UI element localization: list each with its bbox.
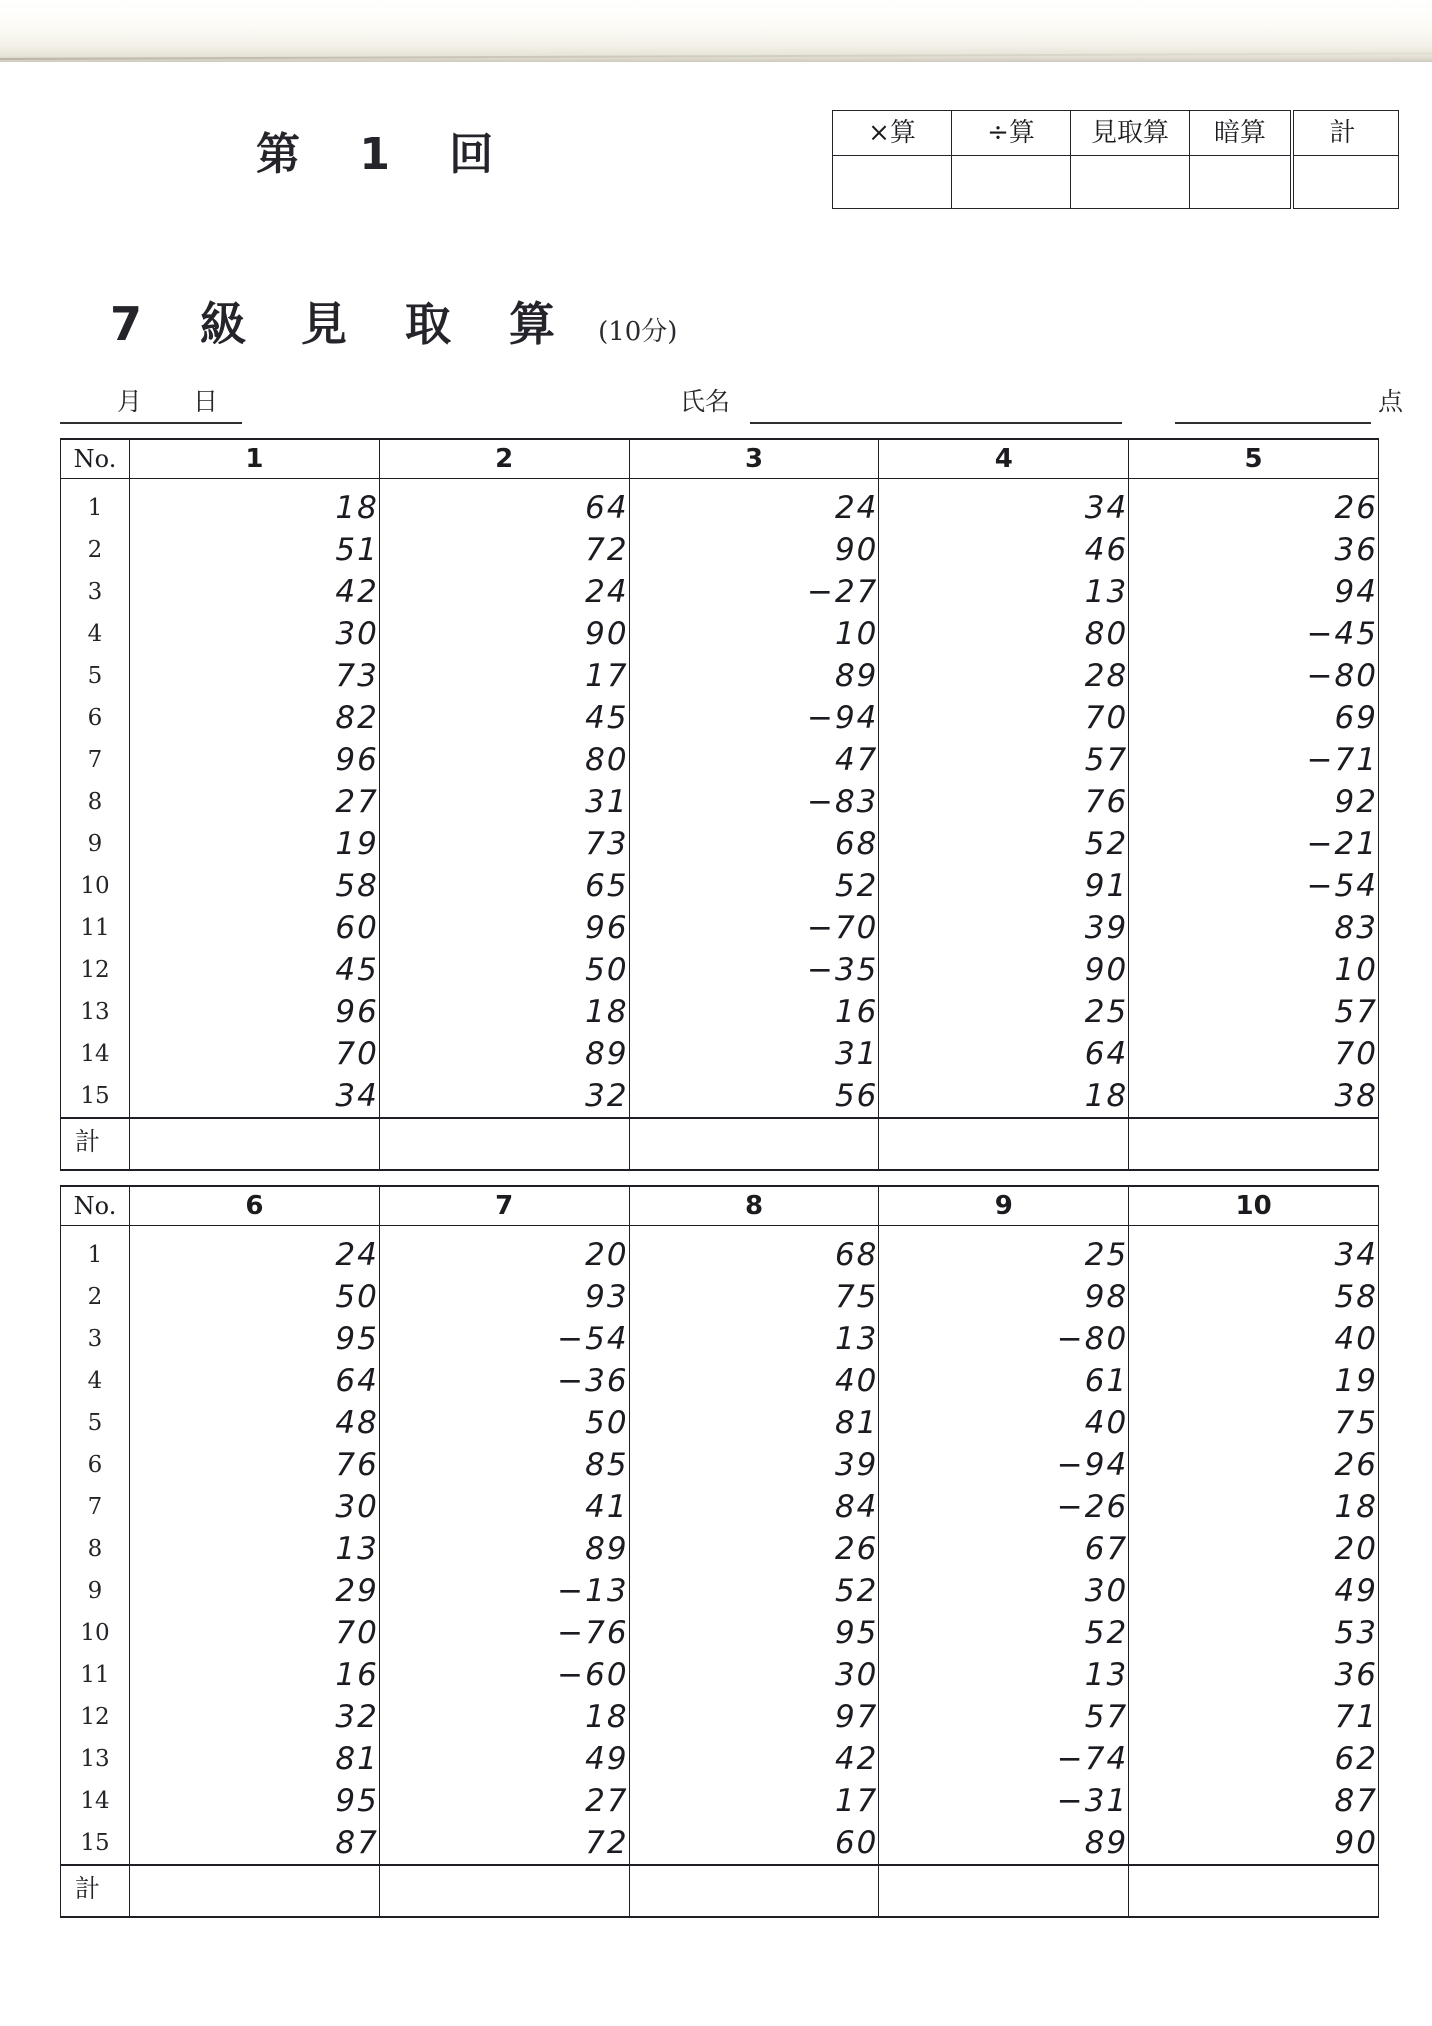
problem-value: 58 bbox=[1129, 1276, 1379, 1318]
score-header-multiplication: ×算 bbox=[833, 111, 952, 156]
problem-value: 60 bbox=[629, 1822, 879, 1865]
problem-value: 52 bbox=[629, 1570, 879, 1612]
problem-value: 52 bbox=[879, 823, 1129, 865]
problem-value: 36 bbox=[1129, 529, 1379, 571]
score-header-addition: 見取算 bbox=[1071, 111, 1190, 156]
table-row bbox=[61, 1696, 1379, 1738]
problem-value: 17 bbox=[629, 1780, 879, 1822]
problem-value: 30 bbox=[629, 1654, 879, 1696]
sum-answer-cell-9[interactable] bbox=[879, 1865, 1129, 1917]
table-row bbox=[61, 823, 1379, 865]
problem-value: −45 bbox=[1129, 613, 1379, 655]
problem-value: 96 bbox=[130, 991, 380, 1033]
problem-value: 62 bbox=[1129, 1738, 1379, 1780]
problem-value: 97 bbox=[629, 1696, 879, 1738]
problem-value: 52 bbox=[879, 1612, 1129, 1654]
score-value-addition[interactable] bbox=[1071, 156, 1190, 209]
row-number: 6 bbox=[61, 697, 130, 739]
problem-value: 50 bbox=[379, 1402, 629, 1444]
table-row bbox=[61, 529, 1379, 571]
problem-value: 26 bbox=[1129, 479, 1379, 530]
grid-header-column-1: 1 bbox=[130, 439, 380, 479]
problem-value: 26 bbox=[629, 1528, 879, 1570]
day-label: 日 bbox=[193, 387, 219, 416]
problem-value: 53 bbox=[1129, 1612, 1379, 1654]
problem-value: 10 bbox=[629, 613, 879, 655]
problem-value: 36 bbox=[1129, 1654, 1379, 1696]
grid-header-column-8: 8 bbox=[629, 1186, 879, 1226]
problem-value: −94 bbox=[879, 1444, 1129, 1486]
problem-value: 10 bbox=[1129, 949, 1379, 991]
problem-value: −74 bbox=[879, 1738, 1129, 1780]
problem-value: 76 bbox=[879, 781, 1129, 823]
problem-value: 65 bbox=[379, 865, 629, 907]
problem-value: 27 bbox=[379, 1780, 629, 1822]
problem-value: 83 bbox=[1129, 907, 1379, 949]
problem-value: 95 bbox=[130, 1318, 380, 1360]
table-row bbox=[61, 479, 1379, 530]
problem-value: −13 bbox=[379, 1570, 629, 1612]
row-number: 7 bbox=[61, 1486, 130, 1528]
problem-value: 70 bbox=[130, 1033, 380, 1075]
grid-header-column-10: 10 bbox=[1129, 1186, 1379, 1226]
problem-value: −31 bbox=[879, 1780, 1129, 1822]
row-number: 12 bbox=[61, 1696, 130, 1738]
problem-value: 87 bbox=[130, 1822, 380, 1865]
sum-answer-cell-7[interactable] bbox=[379, 1865, 629, 1917]
problem-value: 51 bbox=[130, 529, 380, 571]
problem-value: 50 bbox=[379, 949, 629, 991]
row-number: 9 bbox=[61, 1570, 130, 1612]
problem-value: 18 bbox=[1129, 1486, 1379, 1528]
grid-header-column-4: 4 bbox=[879, 439, 1129, 479]
grid-header-row bbox=[61, 439, 1379, 479]
problem-value: 13 bbox=[879, 571, 1129, 613]
problem-value: 73 bbox=[130, 655, 380, 697]
student-info-row bbox=[60, 378, 1404, 424]
problem-value: 50 bbox=[130, 1276, 380, 1318]
table-row bbox=[61, 1075, 1379, 1118]
table-row bbox=[61, 571, 1379, 613]
score-value-mental[interactable] bbox=[1190, 156, 1293, 209]
problem-value: 40 bbox=[879, 1402, 1129, 1444]
problem-value: 17 bbox=[379, 655, 629, 697]
problem-value: 25 bbox=[879, 1226, 1129, 1277]
problem-value: 64 bbox=[879, 1033, 1129, 1075]
problem-value: 39 bbox=[879, 907, 1129, 949]
problem-value: 90 bbox=[879, 949, 1129, 991]
problem-value: 13 bbox=[130, 1528, 380, 1570]
problem-value: 60 bbox=[130, 907, 380, 949]
table-row bbox=[61, 907, 1379, 949]
sum-row bbox=[61, 1865, 1379, 1917]
problem-value: 91 bbox=[879, 865, 1129, 907]
row-number: 12 bbox=[61, 949, 130, 991]
score-table-value-row bbox=[833, 156, 1399, 209]
table-row bbox=[61, 1780, 1379, 1822]
sum-answer-cell-2[interactable] bbox=[379, 1118, 629, 1170]
row-number: 3 bbox=[61, 571, 130, 613]
month-label: 月 bbox=[117, 387, 143, 416]
problem-value: 34 bbox=[130, 1075, 380, 1118]
problem-value: 18 bbox=[379, 1696, 629, 1738]
problem-value: 48 bbox=[130, 1402, 380, 1444]
problem-value: 18 bbox=[130, 479, 380, 530]
sum-answer-cell-3[interactable] bbox=[629, 1118, 879, 1170]
sum-label: 計 bbox=[61, 1118, 130, 1170]
points-input[interactable] bbox=[1175, 380, 1371, 424]
grid-header-no: No. bbox=[61, 1186, 130, 1226]
table-row bbox=[61, 865, 1379, 907]
problem-value: 29 bbox=[130, 1570, 380, 1612]
problem-value: 87 bbox=[1129, 1780, 1379, 1822]
row-number: 7 bbox=[61, 739, 130, 781]
problem-value: 31 bbox=[629, 1033, 879, 1075]
problem-value: 49 bbox=[379, 1738, 629, 1780]
row-number: 1 bbox=[61, 1226, 130, 1277]
problem-value: −54 bbox=[1129, 865, 1379, 907]
problem-value: 96 bbox=[130, 739, 380, 781]
table-row bbox=[61, 1402, 1379, 1444]
problem-value: 72 bbox=[379, 529, 629, 571]
problem-value: 71 bbox=[1129, 1696, 1379, 1738]
problem-value: 42 bbox=[629, 1738, 879, 1780]
table-row bbox=[61, 1654, 1379, 1696]
row-number: 5 bbox=[61, 655, 130, 697]
table-row bbox=[61, 991, 1379, 1033]
problem-value: 47 bbox=[629, 739, 879, 781]
problem-value: 25 bbox=[879, 991, 1129, 1033]
problem-value: 19 bbox=[1129, 1360, 1379, 1402]
problem-value: 52 bbox=[629, 865, 879, 907]
problem-value: 70 bbox=[1129, 1033, 1379, 1075]
row-number: 6 bbox=[61, 1444, 130, 1486]
problem-value: 90 bbox=[379, 613, 629, 655]
problem-value: 20 bbox=[1129, 1528, 1379, 1570]
table-row bbox=[61, 1570, 1379, 1612]
problem-value: −70 bbox=[629, 907, 879, 949]
problem-value: 89 bbox=[379, 1033, 629, 1075]
row-number: 13 bbox=[61, 1738, 130, 1780]
row-number: 3 bbox=[61, 1318, 130, 1360]
problem-value: 95 bbox=[629, 1612, 879, 1654]
sum-answer-cell-10[interactable] bbox=[1129, 1865, 1379, 1917]
table-row bbox=[61, 949, 1379, 991]
grid-header-row bbox=[61, 1186, 1379, 1226]
table-row bbox=[61, 1822, 1379, 1865]
problem-value: 64 bbox=[130, 1360, 380, 1402]
score-table-header-row bbox=[833, 111, 1399, 156]
problem-value: −71 bbox=[1129, 739, 1379, 781]
problem-value: 16 bbox=[629, 991, 879, 1033]
problem-value: 92 bbox=[1129, 781, 1379, 823]
row-number: 11 bbox=[61, 1654, 130, 1696]
problem-value: 57 bbox=[1129, 991, 1379, 1033]
name-label: 氏名 bbox=[680, 387, 731, 416]
problem-value: 80 bbox=[879, 613, 1129, 655]
problem-value: 38 bbox=[1129, 1075, 1379, 1118]
table-row bbox=[61, 1486, 1379, 1528]
row-number: 9 bbox=[61, 823, 130, 865]
problem-value: 81 bbox=[629, 1402, 879, 1444]
problem-value: −54 bbox=[379, 1318, 629, 1360]
problem-value: −83 bbox=[629, 781, 879, 823]
problem-value: 73 bbox=[379, 823, 629, 865]
table-row bbox=[61, 1528, 1379, 1570]
problem-value: 40 bbox=[1129, 1318, 1379, 1360]
grid-header-no: No. bbox=[61, 439, 130, 479]
problem-value: 57 bbox=[879, 739, 1129, 781]
problem-value: 75 bbox=[1129, 1402, 1379, 1444]
name-input[interactable] bbox=[750, 380, 1122, 424]
score-header-total: 計 bbox=[1292, 111, 1399, 156]
problem-value: 40 bbox=[629, 1360, 879, 1402]
sum-row bbox=[61, 1118, 1379, 1170]
problem-value: 27 bbox=[130, 781, 380, 823]
grid-header-column-9: 9 bbox=[879, 1186, 1129, 1226]
problem-value: 81 bbox=[130, 1738, 380, 1780]
sum-label: 計 bbox=[61, 1865, 130, 1917]
problem-value: 41 bbox=[379, 1486, 629, 1528]
sum-answer-cell-5[interactable] bbox=[1129, 1118, 1379, 1170]
row-number: 8 bbox=[61, 781, 130, 823]
grade-heading bbox=[110, 288, 677, 354]
score-value-division[interactable] bbox=[952, 156, 1071, 209]
table-row bbox=[61, 613, 1379, 655]
problem-value: 82 bbox=[130, 697, 380, 739]
problem-value: 13 bbox=[879, 1654, 1129, 1696]
problem-grid-2 bbox=[60, 1185, 1379, 1918]
grid-header-column-6: 6 bbox=[130, 1186, 380, 1226]
problem-value: −60 bbox=[379, 1654, 629, 1696]
row-number: 2 bbox=[61, 529, 130, 571]
row-number: 15 bbox=[61, 1822, 130, 1865]
grade-level: 7 級 bbox=[110, 297, 268, 351]
table-row bbox=[61, 1318, 1379, 1360]
problem-value: 13 bbox=[629, 1318, 879, 1360]
problem-value: 93 bbox=[379, 1276, 629, 1318]
problem-value: 30 bbox=[879, 1570, 1129, 1612]
table-row bbox=[61, 697, 1379, 739]
problem-value: 58 bbox=[130, 865, 380, 907]
exercise-type: 見 取 算 bbox=[301, 297, 577, 351]
problem-value: 34 bbox=[1129, 1226, 1379, 1277]
problem-value: 32 bbox=[130, 1696, 380, 1738]
row-number: 14 bbox=[61, 1033, 130, 1075]
table-row bbox=[61, 1276, 1379, 1318]
table-row bbox=[61, 1444, 1379, 1486]
sum-answer-cell-1[interactable] bbox=[130, 1118, 380, 1170]
problem-value: 57 bbox=[879, 1696, 1129, 1738]
problem-value: −80 bbox=[879, 1318, 1129, 1360]
problem-value: −21 bbox=[1129, 823, 1379, 865]
grid-header-column-3: 3 bbox=[629, 439, 879, 479]
problem-value: 61 bbox=[879, 1360, 1129, 1402]
row-number: 11 bbox=[61, 907, 130, 949]
problem-value: 26 bbox=[1129, 1444, 1379, 1486]
problem-value: 18 bbox=[379, 991, 629, 1033]
problem-value: 24 bbox=[379, 571, 629, 613]
problem-value: 76 bbox=[130, 1444, 380, 1486]
problem-value: 28 bbox=[879, 655, 1129, 697]
table-row bbox=[61, 739, 1379, 781]
grid-header-column-2: 2 bbox=[379, 439, 629, 479]
problem-value: 95 bbox=[130, 1780, 380, 1822]
problem-value: 56 bbox=[629, 1075, 879, 1118]
problem-value: 24 bbox=[130, 1226, 380, 1277]
problem-value: −35 bbox=[629, 949, 879, 991]
problem-value: 32 bbox=[379, 1075, 629, 1118]
problem-value: 31 bbox=[379, 781, 629, 823]
problem-value: −36 bbox=[379, 1360, 629, 1402]
problem-value: 70 bbox=[879, 697, 1129, 739]
problem-value: 24 bbox=[629, 479, 879, 530]
problem-value: 90 bbox=[1129, 1822, 1379, 1865]
table-row bbox=[61, 1360, 1379, 1402]
row-number: 10 bbox=[61, 1612, 130, 1654]
problem-value: −26 bbox=[879, 1486, 1129, 1528]
problem-value: 42 bbox=[130, 571, 380, 613]
problem-value: 69 bbox=[1129, 697, 1379, 739]
problem-value: 94 bbox=[1129, 571, 1379, 613]
problem-value: 16 bbox=[130, 1654, 380, 1696]
score-header-division: ÷算 bbox=[952, 111, 1071, 156]
problem-value: 30 bbox=[130, 613, 380, 655]
sum-answer-cell-8[interactable] bbox=[629, 1865, 879, 1917]
problem-value: 70 bbox=[130, 1612, 380, 1654]
problem-value: 89 bbox=[879, 1822, 1129, 1865]
problem-value: 30 bbox=[130, 1486, 380, 1528]
problem-value: 49 bbox=[1129, 1570, 1379, 1612]
problem-value: 85 bbox=[379, 1444, 629, 1486]
grid-header-column-7: 7 bbox=[379, 1186, 629, 1226]
problem-value: 72 bbox=[379, 1822, 629, 1865]
row-number: 1 bbox=[61, 479, 130, 530]
grid-header-column-5: 5 bbox=[1129, 439, 1379, 479]
row-number: 14 bbox=[61, 1780, 130, 1822]
problem-value: 89 bbox=[629, 655, 879, 697]
table-row bbox=[61, 1033, 1379, 1075]
table-row bbox=[61, 1738, 1379, 1780]
score-summary-table bbox=[832, 110, 1399, 209]
row-number: 2 bbox=[61, 1276, 130, 1318]
problem-value: 45 bbox=[130, 949, 380, 991]
table-row bbox=[61, 1612, 1379, 1654]
problem-value: 34 bbox=[879, 479, 1129, 530]
round-title: 第 1 回 bbox=[256, 129, 516, 180]
problem-value: −27 bbox=[629, 571, 879, 613]
problem-value: 84 bbox=[629, 1486, 879, 1528]
sum-answer-cell-4[interactable] bbox=[879, 1118, 1129, 1170]
row-number: 10 bbox=[61, 865, 130, 907]
problem-value: 80 bbox=[379, 739, 629, 781]
table-row bbox=[61, 1226, 1379, 1277]
problem-value: 68 bbox=[629, 1226, 879, 1277]
problem-value: 90 bbox=[629, 529, 879, 571]
problem-value: 46 bbox=[879, 529, 1129, 571]
time-limit: (10分) bbox=[598, 317, 678, 347]
row-number: 5 bbox=[61, 1402, 130, 1444]
row-number: 4 bbox=[61, 613, 130, 655]
score-value-total[interactable] bbox=[1292, 156, 1399, 209]
problem-value: 96 bbox=[379, 907, 629, 949]
problem-value: 64 bbox=[379, 479, 629, 530]
score-value-multiplication[interactable] bbox=[833, 156, 952, 209]
row-number: 4 bbox=[61, 1360, 130, 1402]
row-number: 13 bbox=[61, 991, 130, 1033]
row-number: 15 bbox=[61, 1075, 130, 1118]
problem-value: 68 bbox=[629, 823, 879, 865]
points-label: 点 bbox=[1378, 387, 1404, 416]
problem-value: 39 bbox=[629, 1444, 879, 1486]
problem-grid-1 bbox=[60, 438, 1379, 1171]
problem-value: 18 bbox=[879, 1075, 1129, 1118]
problem-value: 75 bbox=[629, 1276, 879, 1318]
table-row bbox=[61, 655, 1379, 697]
problem-value: −80 bbox=[1129, 655, 1379, 697]
table-row bbox=[61, 781, 1379, 823]
problem-value: 89 bbox=[379, 1528, 629, 1570]
problem-value: −76 bbox=[379, 1612, 629, 1654]
sum-answer-cell-6[interactable] bbox=[130, 1865, 380, 1917]
problem-value: 67 bbox=[879, 1528, 1129, 1570]
score-header-mental: 暗算 bbox=[1190, 111, 1293, 156]
row-number: 8 bbox=[61, 1528, 130, 1570]
problem-value: 20 bbox=[379, 1226, 629, 1277]
problem-value: 45 bbox=[379, 697, 629, 739]
problem-value: −94 bbox=[629, 697, 879, 739]
problem-value: 19 bbox=[130, 823, 380, 865]
problem-value: 98 bbox=[879, 1276, 1129, 1318]
